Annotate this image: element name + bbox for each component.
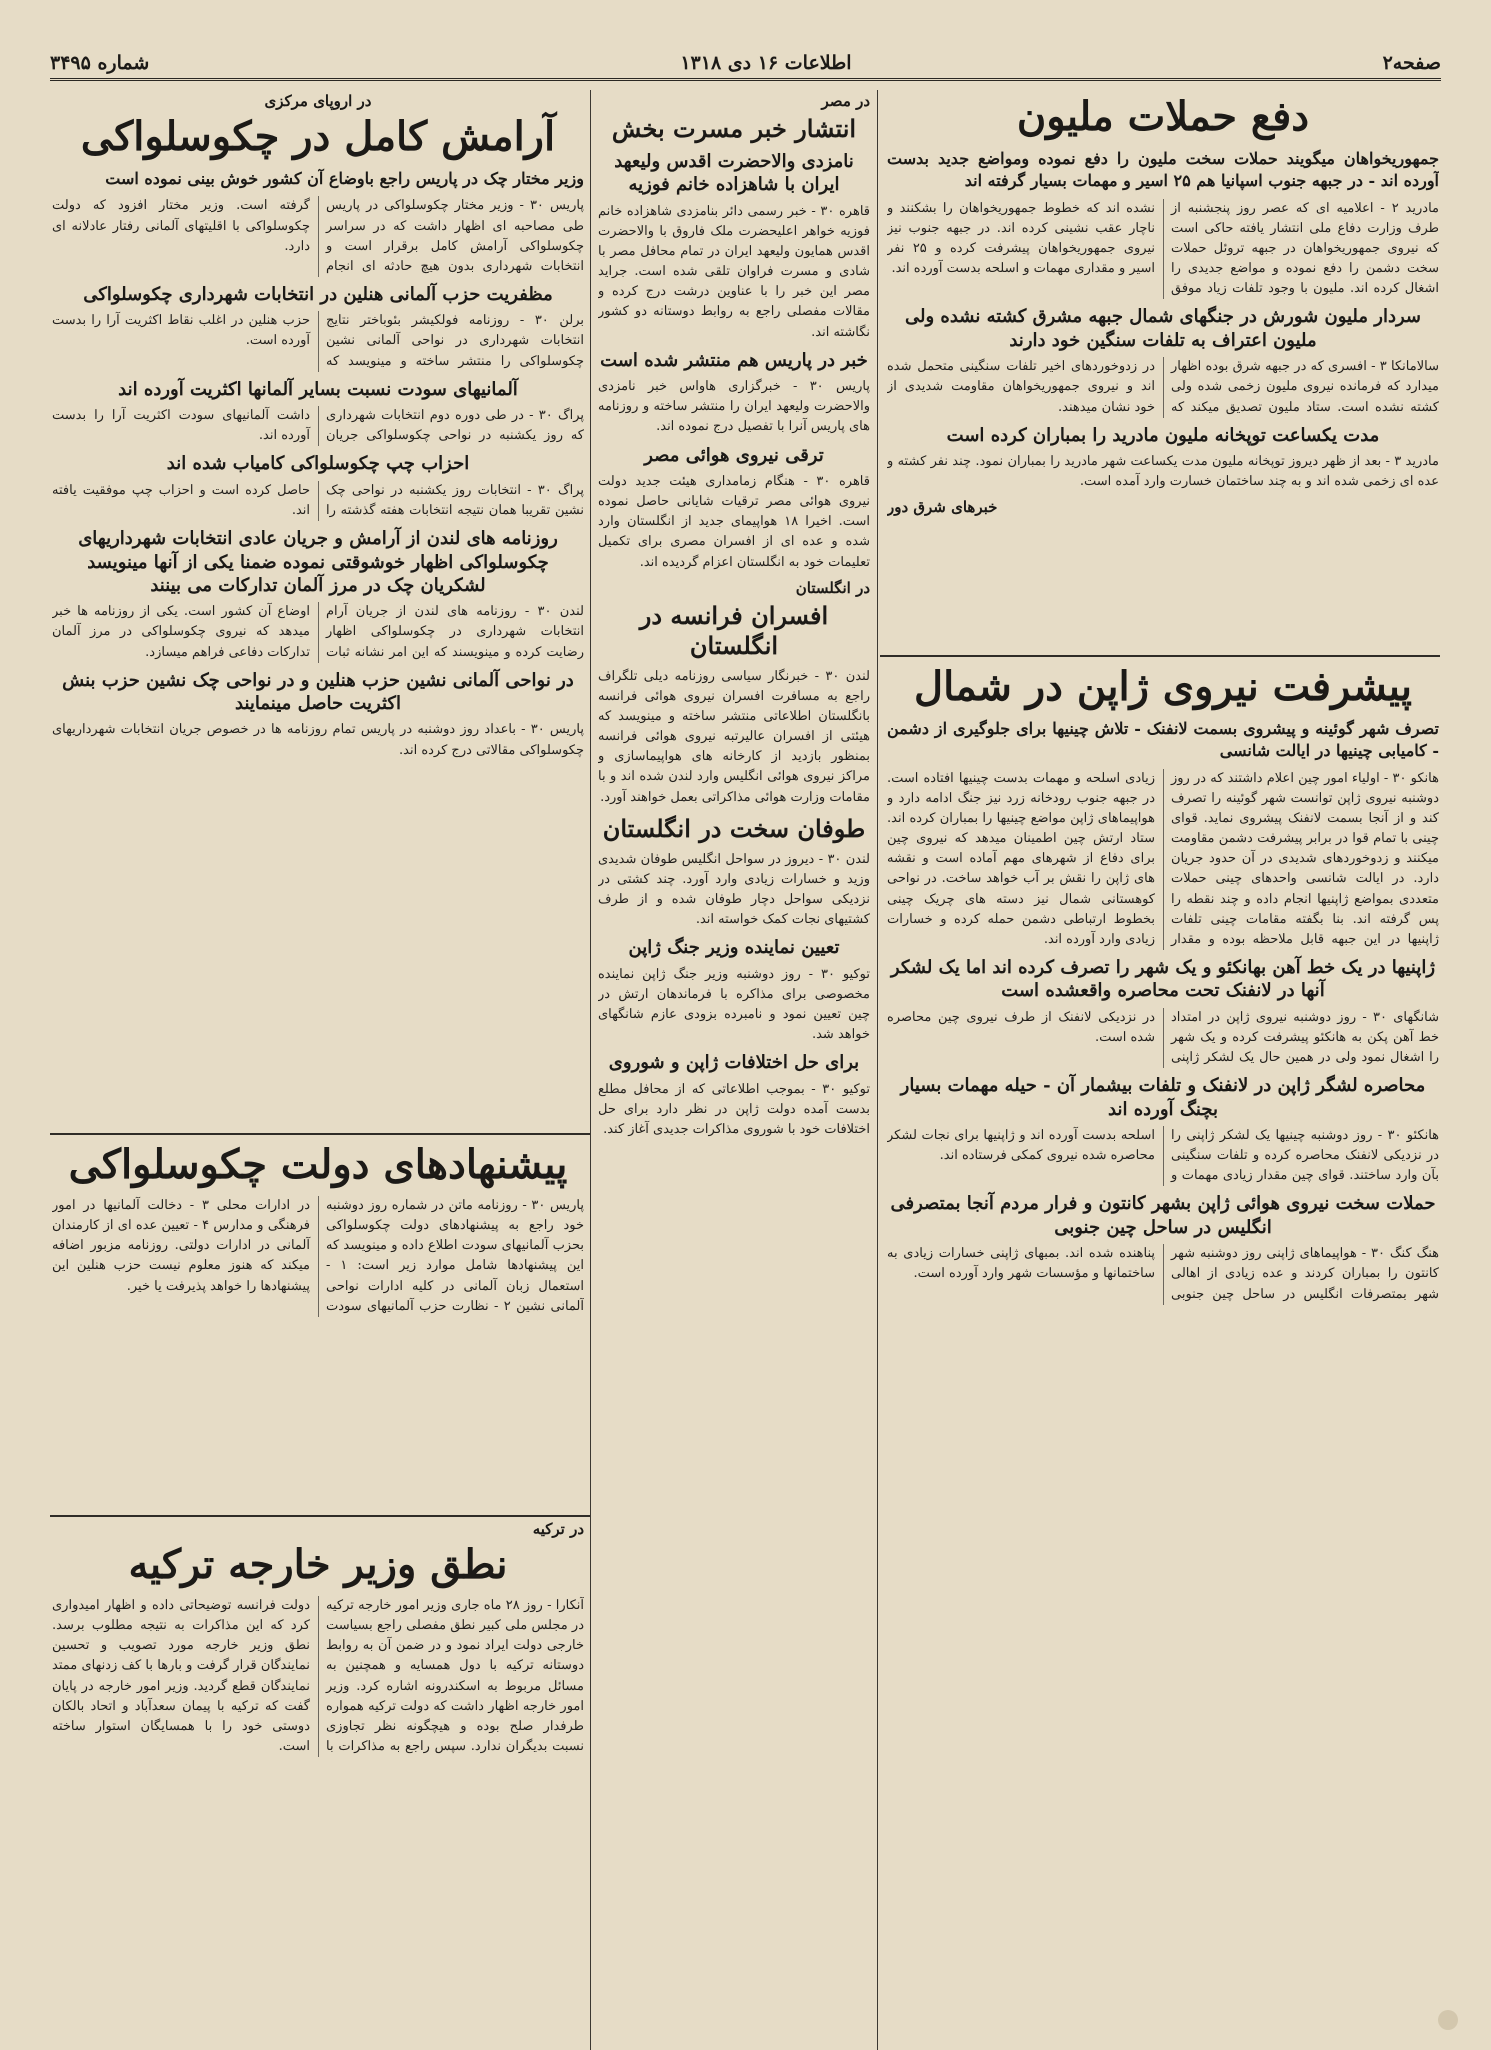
sub-headline: آلمانیهای سودت نسبت بسایر آلمانها اکثریت آورده اند xyxy=(118,378,518,400)
article-body: پراگ ۳۰ - انتخابات روز یکشنبه در نواحی چک نشین تقریبا همان نتیجه انتخابات هفته گذشته را حاصل کرده است و احزاب چپ موفقیت یافته اند. xyxy=(52,482,584,518)
date-line: اطلاعات ۱۶ دی ۱۳۱۸ xyxy=(680,52,852,74)
article-body: آنکارا - روز ۲۸ ماه جاری وزیر امور خارجه ترکیه در مجلس ملی کبیر نطق مفصلی راجع بسیاست خارجی دولت ایراد نمود و در ضمن آن به روابط دوستانه ترکیه با دول همسایه و همچنین به مسائل مربوط به اسکندرونه اشاره کرد. وزیر امور خارجه اظهار داشت که دولت ترکیه همواره طرفدار صلح بوده و هیچگونه نظر تجاوزی نسبت بدیگران ندارد. سپس راجع به مذاکرات با دولت فرانسه توضیحاتی داده و اظهار امیدواری کرد که این مذاکرات به نتیجه مطلوب برسد. نطق وزیر خارجه مورد تصویب و تحسین نمایندگان قرار گرفت و بارها با کف زدنهای ممتد نمایندگان قطع گردید. وزیر امور خارجه در پایان گفت که ترکیه با پیمان سعدآباد و اتحاد بالکان دوستی خود را با همسایگان استوار ساخته است. xyxy=(52,1598,584,1754)
sub-headline: محاصره لشگر ژاپن در لانفنک و تلفات بیشمار آن - حیله مهمات بسیار بچنگ آورده اند xyxy=(900,1075,1426,1120)
section-label: خبرهای شرق دور xyxy=(887,498,998,517)
article-body: هنگ کنگ ۳۰ - هواپیماهای ژاپنی روز دوشنبه شهر کانتون را بمباران کردند و عده زیادی از اهالی شهر بمتصرفات انگلیس در ساحل چین جنوبی پناهنده شده اند. بمبهای ژاپنی خسارات زیادی به ساختمانها و مؤسسات شهر وارد آورده است. xyxy=(887,1246,1439,1302)
article-body: توکیو ۳۰ - روز دوشنبه وزیر جنگ ژاپن نماینده مخصوصی برای مذاکره با فرماندهان ارتش در چین تعیین نمود و نامبرده بزودی عازم شانگهای خواهد شد. xyxy=(598,966,870,1043)
article-body: هانکئو ۳۰ - روز دوشنبه چینیها یک لشکر ژاپنی را در نزدیکی لانفنک محاصره کرده و تلفات سنگینی بآن وارد ساختند. قوای چین مقدار زیادی مهمات و اسلحه بدست آورده اند و ژاپنیها برای نجات لشکر محاصره شده نیروی کمکی فرستاده اند. xyxy=(887,1128,1439,1184)
article-body: پاریس ۳۰ - روزنامه ماتن در شماره روز دوشنبه خود راجع به پیشنهادهای دولت چکوسلواکی بحزب آلمانیهای سودت اطلاع داده و مینویسد که این پیشنهادها شامل موارد زیر است: ۱ - استعمال زبان آلمانی در کلیه ادارات نواحی آلمانی نشین ۲ - نظارت حزب آلمانیهای سودت در ادارات محلی ۳ - دخالت آلمانیها در امور فرهنگی و مدارس ۴ - تعیین عده ای از کارمندان آلمانی در ادارات دولتی. روزنامه مزبور اضافه میکند که هنوز معلوم نیست حزب هنلین این پیشنهادها را خواهد پذیرفت یا خیر. xyxy=(52,1198,584,1314)
section-divider xyxy=(50,1133,590,1135)
section-divider xyxy=(50,1515,590,1517)
article-body: مادرید ۳ - بعد از ظهر دیروز توپخانه ملیون مدت یکساعت شهر مادرید را بمباران نمود. چند نفر کشته و عده ای زخمی شده اند و به چند ساختمان خسارت وارد آمده است. xyxy=(887,454,1439,490)
article-japan-north xyxy=(887,662,1439,2032)
sub-headline: سردار ملیون شورش در جنگهای شمال جبهه مشرق کشته نشده ولی ملیون اعتراف به تلفات سنگین خود دارند xyxy=(904,306,1422,351)
article-czech-proposals xyxy=(52,1140,584,1510)
sub-headline: احزاب چپ چکوسلواکی کامیاب شده اند xyxy=(166,453,470,475)
article-body: مادرید ۲ - اعلامیه ای که عصر روز پنجشنبه از طرف وزارت دفاع ملی انتشار یافته حاکی است که نیروی جمهوریخواهان در جبهه تروئل حملات سخت دشمن را دفع نموده و مواضع جدیدی را اشغال کرده اند. ملیون با وجود تلفات زیاد موفق نشده اند که خطوط جمهوریخواهان را بشکنند و ناچار عقب نشینی کرده اند. در جبهه جنوب نیز نیروی جمهوریخواهان پیشرفت کرده و ۲۵ نفر اسیر و مقداری مهمات و اسلحه بدست آورده اند. xyxy=(887,200,1439,297)
article-body: توکیو ۳۰ - بموجب اطلاعاتی که از محافل مطلع بدست آمده دولت ژاپن در نظر دارد برای حل اختلافات خود با شوروی مذاکرات جدیدی آغاز کند. xyxy=(598,1081,870,1137)
article-body: لندن ۳۰ - خبرنگار سیاسی روزنامه دیلی تلگراف راجع به مسافرت افسران نیروی هوائی فرانسه بانگلستان اطلاعاتی منتشر ساخته و مینویسد که هیئتی از افسران عالیرتبه نیروی هوائی فرانسه بمنظور بازدید از کارخانه های هواپیماسازی و مراکز نیروی هوائی انگلیس وارد لندن شده اند و با مقامات وزارت هوائی مذاکراتی بعمل خواهند آورد. xyxy=(598,668,870,805)
lede: جمهوریخواهان میگویند حملات سخت ملیون را دفع نموده ومواضع جدید بدست آورده اند - در جبهه جنوب اسپانیا هم ۲۵ اسیر و مهمات بسیار گرفته اند xyxy=(887,149,1439,191)
sub-headline: برای حل اختلافات ژاپن و شوروی xyxy=(608,1052,860,1074)
lede: تصرف شهر گوئینه و پیشروی بسمت لانفنک - تلاش چینیها برای جلوگیری از دشمن - کامیابی چینیها در ایالت شانسی xyxy=(887,719,1439,761)
article-body: برلن ۳۰ - روزنامه فولکیشر بئوباختر نتایج انتخابات شهرداری در نواحی آلمانی نشین چکوسلواکی را منتشر ساخته و مینویسد که حزب هنلین در اغلب نقاط اکثریت آرا را بدست آورده است. xyxy=(52,313,584,369)
article-body: لندن ۳۰ - روزنامه های لندن از جریان آرام انتخابات شهرداری در چکوسلواکی اظهار رضایت کرده و مینویسند که این امر نشانه ثبات اوضاع آن کشور است. یکی از روزنامه ها خبر میدهد که نیروی چکوسلواکی در مرز آلمان تدارکات دفاعی فراهم میسازد. xyxy=(52,604,584,660)
headline: پیشرفت نیروی ژاپن در شمال xyxy=(914,663,1412,710)
article-body: سالامانکا ۳ - افسری که در جبهه شرق بوده اظهار میدارد که فرمانده نیروی ملیون زخمی شده ولی کشته نشده است. ستاد ملیون تصدیق میکند که در زدوخوردهای اخیر تلفات سنگینی متحمل شده اند و نیروی جمهوریخواهان مقاومت شدیدی از خود نشان میدهند. xyxy=(887,359,1439,415)
page-label: صفحه۲ xyxy=(1382,52,1441,74)
article-body: هانکو ۳۰ - اولیاء امور چین اعلام داشتند که در روز دوشنبه نیروی ژاپن توانست شهر گوئینه را تصرف کند و از آنجا بسمت لانفنک پیشروی نماید. قوای چینی با تمام قوا در برابر پیشرفت دشمن مقاومت میکنند و زدوخوردهای شدیدی در آن حدود جریان دارد. در ایالت شانسی واحدهای چینی حملات متعددی بمواضع ژاپنیها انجام داده و چند نقطه را پس گرفته اند. بنا بگفته مقامات چینی تلفات ژاپنیها در این جبهه قابل ملاحظه بوده و مقدار زیادی اسلحه و مهمات بدست چینیها افتاده است. در جبهه جنوب رودخانه زرد نیز جنگ ادامه دارد و هواپیماهای ژاپن مواضع چینیها را بمباران کرده اند. ستاد ارتش چین اطمینان میدهد که نیروی چین برای دفاع از شهرهای مهم آماده است و نقشه های ژاپن را نقش بر آب خواهد ساخت. در نواحی کوهستانی شمال نیز دسته های چریک چینی بخطوط ارتباطی دشمن حمله کرده و خسارات زیادی وارد آورده اند. xyxy=(887,770,1439,947)
sub-headline: ترقی نیروی هوائی مصر xyxy=(644,444,824,466)
section-label: در ترکیه xyxy=(532,1520,584,1538)
sub-headline: مدت یکساعت توپخانه ملیون مادرید را بمباران کرده است xyxy=(946,424,1380,446)
article-spain xyxy=(887,92,1439,647)
article-body: پاریس ۳۰ - خبرگزاری هاواس خبر نامزدی والاحضرت ولیعهد ایران را منتشر ساخته و روزنامه های پاریس آنرا با تفصیل درج نموده اند. xyxy=(598,379,870,435)
center-column xyxy=(598,92,870,2042)
sub-headline: ژاپنیها در یک خط آهن بهانکئو و یک شهر را تصرف کرده اند اما یک لشکر آنها در لانفنک تحت محاصره واقعشده است xyxy=(890,957,1436,1002)
sub-headline: خبر در پاریس هم منتشر شده است xyxy=(600,349,868,371)
issue-number: شماره ۳۴۹۵ xyxy=(50,52,150,74)
headline: آرامش کامل در چکوسلواکی xyxy=(80,113,556,160)
corner-mark xyxy=(1438,2010,1458,2030)
sub-headline: در نواحی آلمانی نشین حزب هنلین و در نواحی چک نشین حزب بنش اکثریت حاصل مینمایند xyxy=(62,669,574,715)
column-rule xyxy=(877,90,878,2050)
sub-headline: حملات سخت نیروی هوائی ژاپن بشهر کانتون و فرار مردم آنجا بمتصرفی انگلیس در ساحل چین جنوبی xyxy=(890,1193,1436,1238)
article-body: قاهره ۳۰ - خبر رسمی دائر بنامزدی شاهزاده خانم فوزیه خواهر اعلیحضرت ملک فاروق با والاحضرت اقدس همایون ولیعهد ایران در تمام محافل مصر با شادی و مسرت فراوان تلقی شده است. جراید مصر این خبر را با عناوین درشت درج کرده و مقالات مفصلی راجع به روابط دوستانه دو کشور نگاشته اند. xyxy=(598,203,870,340)
sub-headline: تعیین نماینده وزیر جنگ ژاپن xyxy=(628,937,840,959)
headline: افسران فرانسه در انگلستان xyxy=(639,600,829,660)
article-turkey xyxy=(52,1520,584,2035)
article-body: قاهره ۳۰ - هنگام زمامداری هیئت جدید دولت نیروی هوائی مصر ترقیات شایانی حاصل نموده است. اخیرا ۱۸ هواپیمای جدید از انگلستان وارد شده و عده ای از افسران مصری برای تکمیل تعلیمات خود به انگلستان اعزام گردیده اند. xyxy=(598,473,870,570)
column-rule xyxy=(590,1140,591,2050)
headline: نطق وزیر خارجه ترکیه xyxy=(128,1541,508,1588)
headline: طوفان سخت در انگلستان xyxy=(602,813,866,843)
section-label: در اروپای مرکزی xyxy=(264,92,372,110)
article-body: لندن ۳۰ - دیروز در سواحل انگلیس طوفان شدیدی وزید و خسارات زیادی وارد آورد. چند کشتی در نزدیکی سواحل دچار طوفان شده و از طرف کشتیهای نجات کمک خواسته اند. xyxy=(598,851,870,928)
headline: انتشار خبر مسرت بخش xyxy=(611,114,857,143)
article-body: پراگ ۳۰ - در طی دوره دوم انتخابات شهرداری که روز یکشنبه در نواحی چکوسلواکی جریان داشت آلمانیهای سودت اکثریت آرا را بدست آورده اند. xyxy=(52,408,584,444)
sub-headline: نامزدی والاحضرت اقدس ولیعهد ایران با شاهزاده خانم فوزیه xyxy=(614,151,854,196)
article-body: پاریس ۳۰ - باعداد روز دوشنبه در پاریس تمام روزنامه ها در خصوص جریان انتخابات شهرداریهای چکوسلواکی مقالاتی درج کرده اند. xyxy=(52,722,584,758)
section-label: در انگلستان xyxy=(795,578,870,597)
lede: وزیر مختار چک در پاریس راجع باوضاع آن کشور خوش بینی نموده است xyxy=(105,169,584,188)
article-czechoslovakia xyxy=(52,92,584,1127)
sub-headline: روزنامه های لندن از آرامش و جریان عادی انتخابات شهرداریهای چکوسلواکی اظهار خوشوقتی نموده ضمنا یکی از آنها مینویسد لشکریان چک در مرز آلمان تدارکات می بینند xyxy=(78,528,558,596)
article-body: شانگهای ۳۰ - روز دوشنبه نیروی ژاپن در امتداد خط آهن پکن به هانکئو پیشرفت کرده و یک شهر را اشغال نمود ولی در همین حال یک لشکر ژاپنی در نزدیکی لانفنک از طرف نیروی چین محاصره شده است. xyxy=(887,1009,1439,1066)
headline: دفع حملات ملیون xyxy=(1016,93,1310,140)
masthead xyxy=(50,46,1441,81)
headline: پیشنهادهای دولت چکوسلواکی xyxy=(68,1141,568,1188)
article-body: پاریس ۳۰ - وزیر مختار چکوسلواکی در پاریس طی مصاحبه ای اظهار داشت که در سراسر چکوسلواکی آرامش کامل برقرار است و انتخابات شهرداری بدون هیچ حادثه ای انجام گرفته است. وزیر مختار افزود که دولت چکوسلواکی با اقلیتهای آلمانی رفتار عادلانه ای دارد. xyxy=(52,198,584,274)
sub-headline: مظفریت حزب آلمانی هنلین در انتخابات شهرداری چکوسلواکی xyxy=(83,283,553,305)
column-rule xyxy=(590,90,591,1230)
section-label: در مصر xyxy=(821,92,870,110)
section-divider xyxy=(880,655,1440,657)
